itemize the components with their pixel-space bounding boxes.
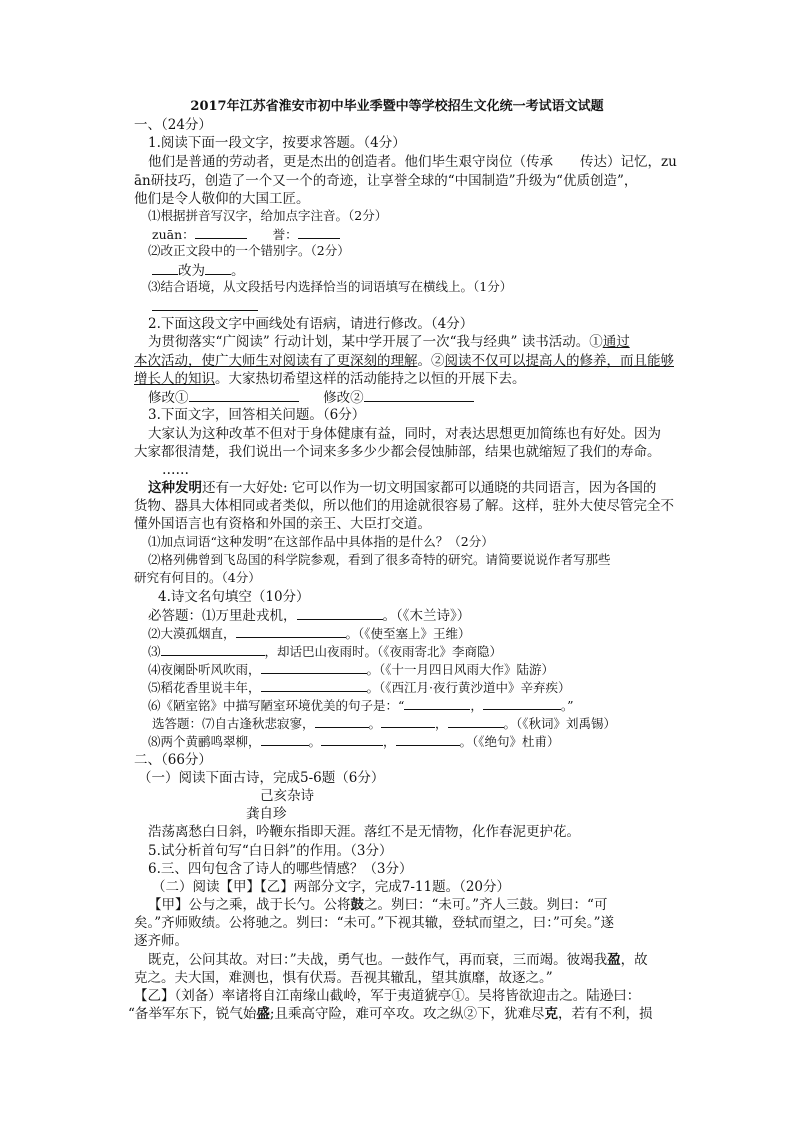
q4-heading: 4.诗文名句填空（10分） — [158, 589, 310, 605]
dotted-char: 盈 — [607, 952, 621, 968]
gaiwei-label: 改为 — [178, 263, 205, 279]
zuan-blank[interactable] — [195, 225, 247, 239]
q2-heading: 2.下面这段文字中画线处有语病，请进行修改。（4分） — [148, 316, 474, 332]
q4-text: ， — [383, 734, 396, 749]
q3-sub-1: ⑴加点词语“这种发明”在这部作品中具体指的是什么？（2分） — [148, 534, 494, 549]
q4-text: ⑹《陋室铭》中描写陋室环境优美的句子是：“ — [148, 698, 405, 713]
poem-author: 龚自珍 — [246, 806, 287, 822]
yi-text: ，若有不利，损 — [557, 1006, 653, 1022]
q4-line-7 — [152, 714, 616, 733]
q3-para-line-3 — [148, 479, 656, 497]
q4-line-2 — [148, 624, 471, 643]
jia-text: 之。刿曰：“未可。”齐人三鼓。刿曰：“可 — [364, 897, 608, 913]
q4-text: 。 — [368, 716, 382, 731]
q1-para-line-2: ān研技巧，创造了一个又一个的奇迹，让享誉全球的“中国制造”升级为“优质创造”， — [134, 173, 638, 189]
classical-intro: （二）阅读【甲】【乙】两部分文字，完成7-11题。（20分） — [152, 879, 511, 895]
q4-source: ，却话巴山夜雨时。（《夜雨寄北》李商隐） — [264, 644, 503, 659]
q3-sub-2: ⑵格列佛曾到飞岛国的科学院参观，看到了很多奇特的研究。请简要说说作者写那些 — [148, 552, 611, 567]
fix-1-label: 修改① — [148, 390, 189, 406]
dotted-char: 盛 — [256, 1006, 270, 1022]
fix-2-blank[interactable] — [364, 388, 474, 402]
blank-1[interactable] — [297, 606, 383, 620]
q2-text: 为贯彻落实“广阅读” 行动计划，某中学开展了一次“我与经典” 读书活动。① — [148, 334, 603, 350]
q4-line-4 — [148, 660, 554, 679]
dotted-char: 鼓 — [350, 897, 364, 913]
q4-source: 。（《西江月·夜行黄沙道中》辛弃疾） — [366, 680, 571, 695]
q3-para-line-1: 大家认为这种改革不但对于身体健康有益，同时，对表达思想更加简练也有好处。因为 — [148, 426, 661, 442]
blank-8a[interactable] — [261, 732, 309, 746]
q4-text: ⑻两个黄鹂鸣翠柳， — [148, 734, 261, 749]
q1-para-line-1: 他们是普通的劳动者，更是杰出的创造者。他们毕生艰守岗位（传承 传达）记忆，zu — [148, 154, 677, 170]
jia-line-2: 矣。”齐师败绩。公将驰之。刿曰：“未可。”下视其辙，登轼而望之，曰：”可矣。”遂 — [134, 915, 615, 931]
blank-8b[interactable] — [321, 732, 383, 746]
poem-title: 己亥杂诗 — [260, 788, 314, 804]
q4-source: 。（《十一月四日风雨大作》陆游） — [366, 662, 555, 677]
blank-5[interactable] — [261, 678, 367, 692]
section-1-heading: 一、（24分） — [134, 117, 212, 133]
q4-text: 选答题：⑺自古逢秋悲寂寥， — [152, 716, 315, 731]
q4-text: ⑸稻花香里说丰年， — [148, 680, 261, 695]
q4-source: 。（《使至塞上》王维） — [345, 626, 471, 641]
fix-1-blank[interactable] — [189, 388, 299, 402]
dotted-char: 克 — [544, 1006, 558, 1022]
q3-para-line-5: 懂外国语言也有资格和外国的亲王、大臣打交道。 — [134, 516, 431, 532]
q4-line-6 — [148, 696, 574, 715]
yi-line-2 — [128, 1005, 652, 1023]
q4-text: ， — [470, 698, 483, 713]
q4-text: ⑷夜阑卧听风吹雨， — [148, 662, 261, 677]
jia-text: 既克，公问其故。对曰：”夫战，勇气也。一鼓作气，再而衰，三而竭。彼竭我 — [148, 952, 608, 968]
fix-2-label: 修改② — [323, 390, 364, 406]
poem-text: 浩荡离愁白日斜，吟鞭东指即天涯。落红不是无情物，化作春泥更护花。 — [148, 824, 580, 840]
q4-line-3 — [148, 642, 502, 661]
q4-source: 。（《木兰诗》） — [382, 608, 471, 624]
ellipsis: …… — [162, 462, 189, 478]
q1-sub-2: ⑵改正文段中的一个错别字。（2分） — [148, 243, 350, 258]
q1-sub-3-answer — [152, 297, 258, 316]
underlined-sentence-1: 通过 — [602, 334, 630, 350]
q3-text: 还有一大好处: 它可以作为一切文明国家都可以通晓的共同语言，因为各国的 — [202, 480, 657, 496]
q3-heading: 3.下面文字，回答相关问题。（6分） — [148, 407, 366, 423]
q4-text: ， — [435, 716, 448, 731]
q4-text: 必答题：⑴万里赴戎机， — [148, 608, 297, 624]
q1-para-line-3: 他们是令人敬仰的大国工匠。 — [134, 191, 310, 207]
q3-sub-2-cont: 研究有何目的。（4分） — [134, 570, 261, 585]
yi-text: “备举军东下，锐气始 — [128, 1006, 257, 1022]
period: 。 — [231, 263, 245, 279]
q2-fix-line — [148, 388, 474, 407]
blank-7b[interactable] — [381, 714, 435, 728]
jia-line-1 — [148, 896, 607, 914]
q2-text: 。② — [417, 353, 445, 369]
underlined-sentence-2: 阅读不仅可以提高人的修养，而且能够 — [444, 353, 674, 369]
q3-para-line-2: 大家都很清楚，我们说出一个词来多多少少都会侵蚀肺部，结果也就缩短了我们的寿命。 — [134, 444, 661, 460]
page-title: 2017年江苏省淮安市初中毕业季暨中等学校招生文化统一考试语文试题 — [190, 99, 604, 114]
q2-text: 。大家热切希望这样的活动能持之以恒的开展下去。 — [215, 371, 526, 387]
q4-text: ⑵大漠孤烟直， — [148, 626, 236, 641]
jia-text: 【甲】公与之乘，战于长勺。公将 — [148, 897, 351, 913]
q5: 5.试分析首句写“白日斜”的作用。（3分） — [148, 843, 393, 859]
dotted-term: 这种发明 — [148, 480, 202, 496]
q2-line-2 — [134, 352, 674, 370]
q4-source: 。（《秋词》刘禹锡） — [503, 716, 617, 731]
blank-3[interactable] — [161, 642, 265, 656]
underlined-sentence-2: 增长人的知识 — [134, 371, 215, 387]
jia-line-4 — [148, 951, 648, 969]
q4-text: ⑶ — [148, 644, 161, 659]
yi-text: ;且乘高守险，难可卒攻。攻之纵②下，犹难尽 — [269, 1006, 545, 1022]
yi-line-1: 【乙】（刘备）率诸将自江南缘山截岭，军于夷道猇亭①。吴将皆欲迎击之。陆逊曰： — [134, 988, 641, 1004]
blank-6b[interactable] — [483, 696, 561, 710]
section-2-heading: 二、（66分） — [134, 752, 212, 768]
wrong-char-blank[interactable] — [152, 261, 178, 275]
q4-line-8 — [148, 732, 560, 751]
underlined-sentence-1: 本次活动，使广大师生对阅读有了更深刻的理解 — [134, 353, 418, 369]
q6: 6.三、四句包含了诗人的哪些情感？（3分） — [148, 861, 413, 877]
q2-line-3 — [134, 370, 526, 388]
q4-source: 。（《绝句》杜甫） — [459, 734, 560, 749]
q4-text: 。” — [560, 698, 574, 713]
q2-line-1 — [148, 333, 630, 351]
q1-sub-1: ⑴根据拼音写汉字，给加点字注音。（2分） — [148, 208, 388, 223]
q4-line-1 — [148, 606, 470, 625]
correct-char-blank[interactable] — [205, 261, 231, 275]
q1-heading: 1.阅读下面一段文字，按要求答题。（4分） — [148, 135, 406, 151]
q4-line-5 — [148, 678, 571, 697]
word-choice-blank[interactable] — [152, 297, 258, 311]
blank-7a[interactable] — [315, 714, 369, 728]
jia-line-5: 克之。夫大国，难测也，惧有伏焉。吾视其辙乱，望其旗靡，故逐之。” — [134, 970, 553, 986]
q3-para-line-4: 货物、器具大体相同或者类似，所以他们的用途就很容易了解。这样，驻外大使尽管完全不 — [134, 498, 674, 514]
blank-7c[interactable] — [448, 714, 504, 728]
q1-sub-3: ⑶结合语境，从文段括号内选择恰当的词语填写在横线上。（1分） — [148, 279, 513, 294]
blank-8c[interactable] — [396, 732, 460, 746]
q4-text: 。 — [308, 734, 322, 749]
blank-4[interactable] — [261, 660, 367, 674]
poem-intro: （一）阅读下面古诗，完成5-6题（6分） — [138, 770, 385, 786]
zuan-label: zuān： — [152, 227, 195, 242]
jia-text: ，故 — [620, 952, 648, 968]
jia-line-3: 逐齐师。 — [134, 933, 188, 949]
yu-blank[interactable] — [298, 225, 340, 239]
yu-label: 誉： — [272, 227, 298, 242]
blank-2[interactable] — [236, 624, 346, 638]
blank-6a[interactable] — [404, 696, 470, 710]
